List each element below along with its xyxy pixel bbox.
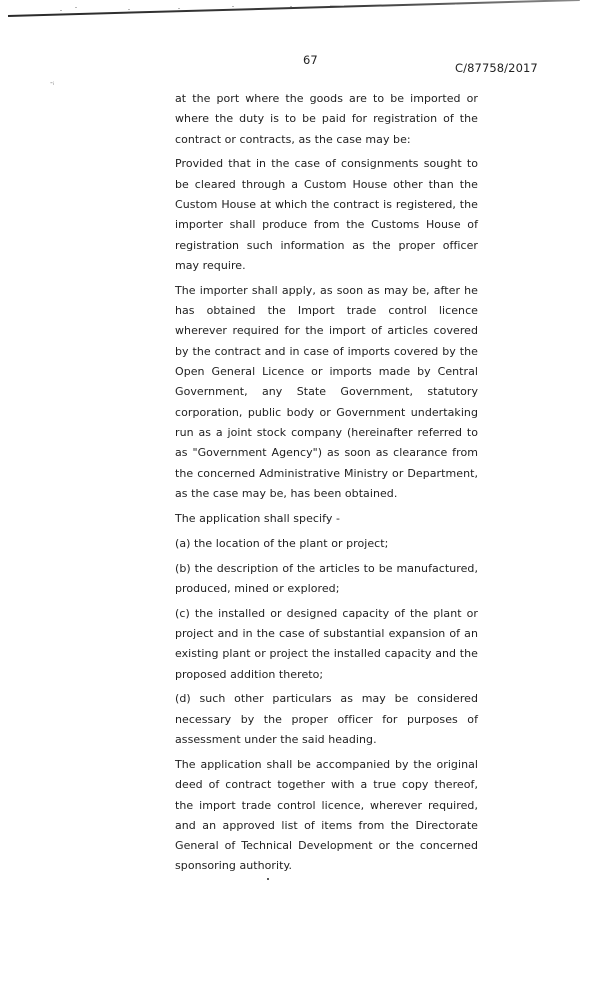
scan-dot bbox=[267, 878, 269, 880]
case-number: C/87758/2017 bbox=[455, 61, 538, 75]
paragraph-application-specify: The application shall specify - bbox=[175, 511, 340, 525]
paragraph-registration-port: at the port where the goods are to be imported or where the duty is to be paid for registration of the contract or contracts, as the case may be: bbox=[175, 92, 478, 146]
margin-scan-mark: -ᵢ bbox=[50, 78, 55, 87]
list-item-c: (c) the installed or designed capacity of the plant or project and in the case of substantial expansion of an existing plant or project the installed capacity and the proposed addition thereto; bbox=[175, 606, 478, 681]
list-item-b: (b) the description of the articles to be manufactured, produced, mined or explored; bbox=[175, 561, 478, 595]
paragraph-application-accompanied: The application shall be accompanied by the original deed of contract together with a true copy thereof, the import trade control licence, wherever required, and an approved list of items from the Directorate General of Technical Development or the concerned sponsoring authority. bbox=[175, 757, 478, 873]
scan-specks bbox=[0, 0, 600, 30]
list-item-a: (a) the location of the plant or project; bbox=[175, 536, 389, 550]
page-number: 67 bbox=[303, 53, 318, 67]
list-item-d: (d) such other particulars as may be considered necessary by the proper officer for purposes of assessment under the said heading. bbox=[175, 692, 478, 747]
paragraph-importer-apply: The importer shall apply, as soon as may be, after he has obtained the Import trade control licence wherever required for the import of articles covered by the contract and in case of imports covered by the Open General Licence or imports made by Central Government, any State Government, statutory corporation, public body or Government undertaking run as a joint stock company (hereinafter referred to as "Government Agency") as soon as clearance from the concerned Administrative Ministry or Department, as the case may be, has been obtained. bbox=[175, 283, 478, 500]
paragraph-proviso: Provided that in the case of consignments sought to be cleared through a Custom House other than the Custom House at which the contract is registered, the importer shall produce from the Customs House of registration such information as the proper officer may require. bbox=[175, 157, 478, 272]
document-body bbox=[175, 89, 478, 881]
